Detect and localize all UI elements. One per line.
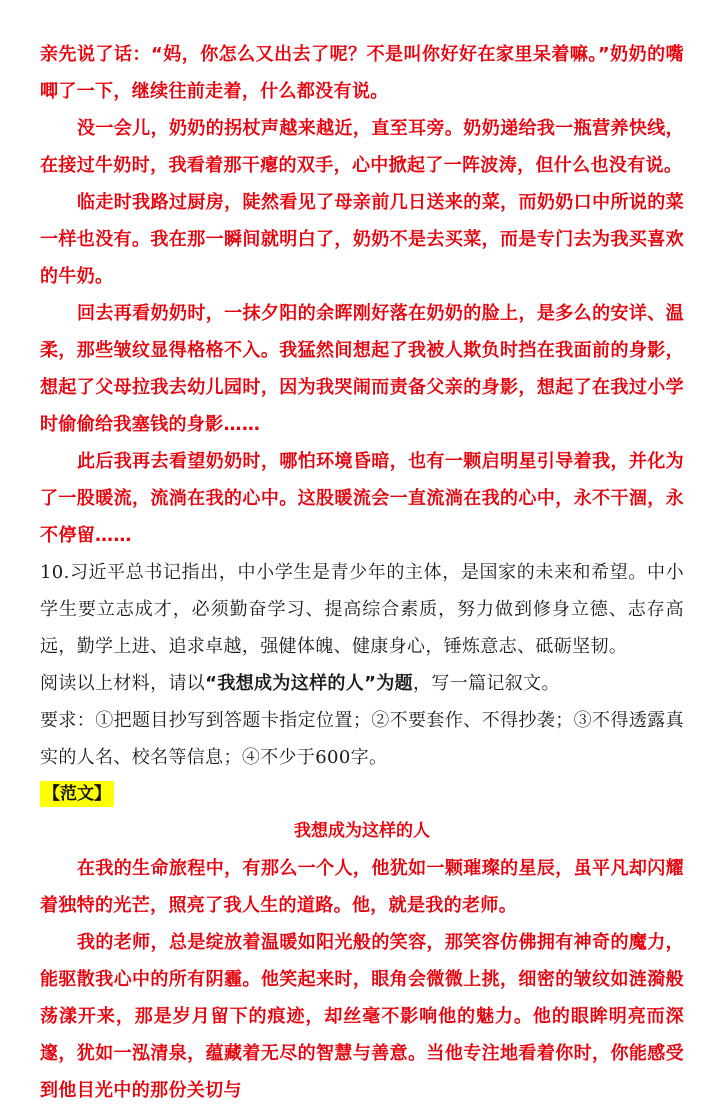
question-prompt: [40, 665, 684, 702]
essay-paragraph: 在我的生命旅程中，有那么一个人，他犹如一颗璀璨的星辰，虽平凡却闪耀着独特的光芒，照亮了我人生的道路。他，就是我的老师。: [40, 858, 684, 916]
question-intro: 10.习近平总书记指出，中小学生是青少年的主体，是国家的未来和希望。中小学生要立志成才，必须勤奋学习、提高综合素质，努力做到修身立德、志存高远，勤学上进、追求卓越，强健体魄、健康身心，锤炼意志、砥砺坚韧。: [40, 562, 684, 657]
story-paragraph: 此后我再去看望奶奶时，哪怕环境昏暗，也有一颗启明星引导着我，并化为了一股暖流，流淌在我的心中。这股暖流会一直流淌在我的心中，永不干涸，永不停留……: [40, 451, 684, 546]
prompt-text: 阅读以上材料，请以: [40, 673, 206, 694]
story-paragraph-continued: 亲先说了话：“妈，你怎么又出去了呢？不是叫你好好在家里呆着嘛。”奶奶的嘴唧了一下，继续往前走着，什么都没有说。: [40, 44, 684, 102]
essay-paragraph: 我的老师，总是绽放着温暖如阳光般的笑容，那笑容仿佛拥有神奇的魔力，能驱散我心中的所有阴霾。他笑起来时，眼角会微微上挑，细密的皱纹如涟漪般荡漾开来，那是岁月留下的痕迹，却丝毫不影响他的魅力。他的眼眸明亮而深邃，犹如一泓清泉，蕴藏着无尽的智慧与善意。当他专注地看着你时，你能感受到他目光中的那份关切与: [40, 932, 684, 1101]
essay-title: 我想成为这样的人: [294, 821, 430, 841]
prompt-text: ，写一篇记叙文。: [413, 673, 560, 694]
prompt-essay-title: “我想成为这样的人”为题: [205, 673, 414, 694]
question-requirements: 要求：①把题目抄写到答题卡指定位置；②不要套作、不得抄袭；③不得透露真实的人名、校名等信息；④不少于600字。: [40, 710, 684, 768]
story-paragraph: 临走时我路过厨房，陡然看见了母亲前几日送来的菜，而奶奶口中所说的菜一样也没有。我在那一瞬间就明白了，奶奶不是去买菜，而是专门去为我买喜欢的牛奶。: [40, 192, 684, 287]
story-paragraph: 没一会儿，奶奶的拐杖声越来越近，直至耳旁。奶奶递给我一瓶营养快线，在接过牛奶时，我看着那干瘪的双手，心中掀起了一阵波涛，但什么也没有说。: [40, 118, 684, 176]
sample-tag-row: [40, 776, 684, 813]
story-paragraph: 回去再看奶奶时，一抹夕阳的余晖刚好落在奶奶的脸上，是多么的安详、温柔，那些皱纹显得格格不入。我猛然间想起了我被人欺负时挡在我面前的身影，想起了父母拉我去幼儿园时，因为我哭闹而责备父亲的身影，想起了在我过小学时偷偷给我塞钱的身影……: [40, 303, 684, 435]
sample-essay-tag: 【范文】: [40, 781, 114, 807]
